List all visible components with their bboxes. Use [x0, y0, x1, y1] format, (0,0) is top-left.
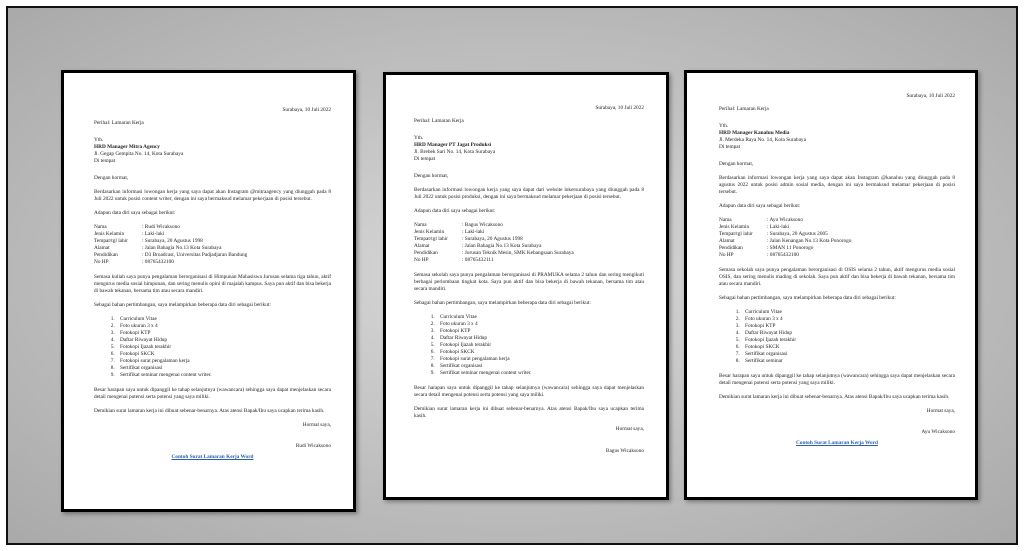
intro-paragraph: Berdasarkan informasi lowongan kerja yang saya dapat dari website lokersurabaya yang diunggah pada 8 Juli 2022 untuk posisi produksi, dengan ini saya bermaksud melamar pekerjaan di posisi tersebut. [414, 186, 644, 200]
data-row [719, 252, 851, 259]
field-value: : Rudi Wicaksono [142, 223, 180, 230]
experience-paragraph: Semasa sekolah saya punya pengalaman berorganisasi di OSIS selama 2 tahun, aktif mengurus media sosial OSIS, dan sering menulis mading di sekolah. Saya pun aktif dan bisa bekerja di bawah tekanan, bersama tim atau secara mandiri. [719, 266, 955, 287]
list-item: 8. Sertifikat organisasi [436, 363, 644, 370]
letter-subject: Perihal: Lamaran Kerja [94, 119, 144, 126]
template-link[interactable]: Contoh Surat Lamaran Kerja Word [795, 440, 878, 447]
data-row [719, 217, 851, 224]
recipient-address [719, 123, 955, 151]
experience-paragraph: Semasa kuliah saya punya pengalaman berorganisasi di Himpunan Mahasiswa Jurusan selama tiga tahun, aktif mengurus media sosial himpunan, dan sering menulis opini di majalah kampus. Saya pun aktif dan bisa bekerja di bawah tekanan, bersama tim atau secara mandiri. [94, 273, 331, 294]
field-value: : 08765432111 [462, 256, 494, 263]
letter-page-3 [684, 70, 978, 500]
field-value: : Jalan Bahagia No.13 Kota Surabaya [142, 244, 222, 251]
list-item: 5. Fotokopi Ijazah terakhir [116, 344, 331, 351]
list-item: 5. Fotokopi Ijazah terakhir [741, 337, 955, 344]
letter-page-2 [383, 72, 669, 500]
field-value: : Bagus Wicaksono [462, 221, 503, 228]
field-value: : Jalan Kenangan No.13 Kota Ponorogo [767, 237, 852, 244]
data-intro: Adapun data diri saya sebagai berikut: [94, 209, 176, 216]
list-item: 3. Fotokopi KTP [741, 323, 955, 330]
field-label: Jenis Kelamin [94, 230, 125, 237]
field-label: Alamat [719, 237, 735, 244]
recipient-name: HRD Manager Mitra Agency [94, 143, 160, 150]
data-row [719, 224, 851, 231]
signature-block [94, 422, 331, 451]
personal-data-table [94, 224, 247, 266]
field-label: Jenis Kelamin [719, 223, 750, 230]
field-value: : Surabaya, 20 Agustus 1998 [142, 237, 203, 244]
list-item: 3. Fotokopi KTP [436, 328, 644, 335]
attachment-list [94, 316, 331, 379]
list-item: 7. Fotokopi surat pengalaman kerja [436, 356, 644, 363]
field-label: Alamat [414, 242, 430, 249]
address-line: Yth. [414, 134, 424, 141]
greeting: Dengan hormat, [414, 172, 449, 179]
data-row [94, 224, 247, 231]
signer-name: Rudi Wicaksono [295, 443, 331, 450]
field-value: : Jalan Bahagia No.13 Kota Surabaya [462, 242, 542, 249]
closing-paragraph: Demikian surat lamaran kerja ini dibuat sebenar-benarnya. Atas atensi Bapak/Ibu saya ucapkan terima kasih. [414, 405, 644, 419]
signature-block [414, 426, 644, 455]
personal-data-table [414, 222, 574, 264]
field-label: Pendidikan [719, 244, 743, 251]
list-item: 4. Daftar Riwayat Hidup [116, 337, 331, 344]
field-value: : D3 Broadcast, Universitas Padjadjaran Bandung [142, 251, 248, 258]
letter-subject: Perihal: Lamaran Kerja [414, 117, 464, 124]
list-item: 6. Fotokopi SKCK [436, 349, 644, 356]
list-item: 9. Sertifikat seminar mengenai content writer. [116, 372, 331, 379]
list-item: 2. Foto ukuran 3 x 4 [436, 321, 644, 328]
signer-name: Bagus Wicaksono [605, 448, 644, 455]
field-value: : 08765432100 [142, 258, 174, 265]
field-label: No HP [94, 258, 109, 265]
list-item: 7. Sertifikat organisasi [741, 351, 955, 358]
attachment-list [719, 309, 955, 365]
letter-date: Surabaya, 10 Juli 2022 [282, 107, 331, 113]
list-item: 9. Sertifikat seminar mengenai content writer. [436, 370, 644, 377]
attachment-list [414, 314, 644, 377]
recipient-address [414, 135, 644, 163]
experience-paragraph: Semasa sekolah saya punya pengalaman berorganisasi di PRAMUKA selama 2 tahun dan sering mengikuti berbagai perlombaan tingkat kota. Saya pun aktif dan bisa bekerja di bawah tekanan, bersama tim atau secara mandiri. [414, 271, 644, 292]
field-label: Pendidikan [94, 251, 118, 258]
signature-block [719, 408, 955, 437]
field-label: Tempat/tgl lahir [414, 235, 448, 242]
recipient-name: HRD Manager PT Jagat Produksi [414, 141, 492, 148]
field-label: Nama [719, 216, 732, 223]
field-label: Tempat/tgl lahir [94, 237, 128, 244]
recipient-name: HRD Manager Kanaluu Media [719, 129, 790, 136]
field-value: : Surabaya, 20 Agustus 1998 [462, 235, 523, 242]
data-intro: Adapun data diri saya sebagai berikut: [719, 202, 801, 209]
data-row [414, 250, 574, 257]
address-line: Yth. [719, 122, 729, 129]
data-row [414, 236, 574, 243]
personal-data-table [719, 217, 851, 259]
data-row [94, 231, 247, 238]
field-value: : Laki-laki [142, 230, 165, 237]
list-item: 2. Foto ukuran 3 x 4 [741, 316, 955, 323]
field-label: Tempat/tgl lahir [719, 230, 753, 237]
intro-paragraph: Berdasarkan informasi lowongan kerja yang saya dapat akan Instagram @kanaluu yang diunggah pada 8 agustus 2022 untuk posisi admin sosial media, dengan ini saya bermaksud melamar pekerjaan di posisi tersebut. [719, 174, 955, 195]
data-row [94, 252, 247, 259]
list-item: 7. Fotokopi surat pengalaman kerja [116, 358, 331, 365]
image-frame [6, 6, 1018, 545]
address-line: Yth. [94, 136, 104, 143]
list-item: 4. Daftar Riwayat Hidup [741, 330, 955, 337]
data-row [719, 245, 851, 252]
list-item: 1. Curriculum Vitae [116, 316, 331, 323]
list-item: 8. Sertifikat seminar [741, 358, 955, 365]
data-row [94, 259, 247, 266]
field-value: : Surabaya, 20 Agustus 2005 [767, 230, 828, 237]
data-intro: Adapun data diri saya sebagai berikut: [414, 207, 496, 214]
address-line: Di tempat [719, 143, 741, 150]
field-label: No HP [719, 251, 734, 258]
field-value: : Ayu Wicaksono [767, 216, 803, 223]
attachment-intro: Sebagai bahan pertimbangan, saya melampirkan beberapa data diri sebagai berikut: [94, 301, 271, 308]
address-line: Jl. Brebek Sari No. 14, Kota Surabaya [414, 148, 496, 155]
data-row [719, 231, 851, 238]
template-link[interactable]: Contoh Surat Lamaran Kerja Word [171, 454, 254, 461]
data-row [414, 243, 574, 250]
intro-paragraph: Berdasarkan informasi lowongan kerja yang saya dapat akan Instagram @mitraagency yang diunggah pada 8 Juli 2022 untuk posisi content writer, dengan ini saya bermaksud melamar pekerjaan di posisi tersebut. [94, 188, 331, 202]
field-value: : 08765432100 [767, 251, 799, 258]
address-line: Di tempat [94, 157, 116, 164]
hope-paragraph: Besar harapan saya untuk dipanggil ke tahap selanjutnya (wawancara) sehingga saya dapat menjelaskan secara detail mengenai potensi serta potensi yang saya miliki. [414, 384, 644, 398]
field-label: Nama [414, 221, 427, 228]
address-line: Di tempat [414, 155, 436, 162]
closing-paragraph: Demikian surat lamaran kerja ini dibuat sebenar-benarnya. Atas atensi Bapak/Ibu saya ucapkan terima kasih. [719, 393, 950, 400]
list-item: 1. Curriculum Vitae [436, 314, 644, 321]
hope-paragraph: Besar harapan saya untuk dipanggil ke tahap selanjutnya (wawancara) sehingga saya dapat menjelaskan secara detail mengenai potensi serta potensi yang saya miliki. [94, 386, 331, 400]
field-label: Jenis Kelamin [414, 228, 445, 235]
recipient-address [94, 137, 331, 165]
field-label: Alamat [94, 244, 110, 251]
list-item: 6. Fotokopi SKCK [116, 351, 331, 358]
letter-date: Surabaya, 10 Juli 2022 [906, 93, 955, 99]
address-line: Jl. Merdeka Raya No. 14, Kota Surabaya [719, 136, 806, 143]
regards: Hormat saya, [302, 421, 331, 428]
list-item: 1. Curriculum Vitae [741, 309, 955, 316]
attachment-intro: Sebagai bahan pertimbangan, saya melampirkan beberapa data diri sebagai berikut: [414, 299, 591, 306]
letter-subject: Perihal: Lamaran Kerja [719, 105, 769, 112]
field-value: : Laki-laki [767, 223, 790, 230]
field-value: : Jurusan Teknik Mesin, SMK Kebangsaan Surabaya [462, 249, 574, 256]
list-item: 6. Fotokopi SKCK [741, 344, 955, 351]
field-label: No HP [414, 256, 429, 263]
data-row [94, 238, 247, 245]
list-item: 3. Fotokopi KTP [116, 330, 331, 337]
letter-date: Surabaya, 10 Juli 2022 [595, 105, 644, 111]
attachment-intro: Sebagai bahan pertimbangan, saya melampirkan beberapa data diri sebagai berikut: [719, 294, 896, 301]
list-item: 5. Fotokopi Ijazah terakhir [436, 342, 644, 349]
field-label: Pendidikan [414, 249, 438, 256]
data-row [414, 257, 574, 264]
field-label: Nama [94, 223, 107, 230]
list-item: 4. Daftar Riwayat Hidup [436, 335, 644, 342]
data-row [414, 222, 574, 229]
list-item: 2. Foto ukuran 3 x 4 [116, 323, 331, 330]
hope-paragraph: Besar harapan saya untuk dipanggil ke tahap selanjutnya (wawancara) sehingga saya dapat menjelaskan secara detail mengenai potensi serta potensi yang saya miliki. [719, 372, 955, 386]
field-value: : SMAN 11 Ponorogo [767, 244, 814, 251]
data-row [719, 238, 851, 245]
closing-paragraph: Demikian surat lamaran kerja ini dibuat sebenar-benarnya. Atas atensi Bapak/Ibu saya ucapkan terima kasih. [94, 407, 325, 414]
list-item: 8. Sertifikat organisasi [116, 365, 331, 372]
letter-page-1 [61, 70, 356, 512]
address-line: Jl. Gegap Gempita No. 14, Kota Surabaya [94, 150, 184, 157]
data-row [414, 229, 574, 236]
data-row [94, 245, 247, 252]
field-value: : Laki-laki [462, 228, 485, 235]
regards: Hormat saya, [926, 407, 955, 414]
greeting: Dengan hormat, [94, 174, 129, 181]
signer-name: Ayu Wicaksono [921, 429, 955, 436]
regards: Hormat saya, [615, 426, 644, 433]
greeting: Dengan hormat, [719, 160, 754, 167]
